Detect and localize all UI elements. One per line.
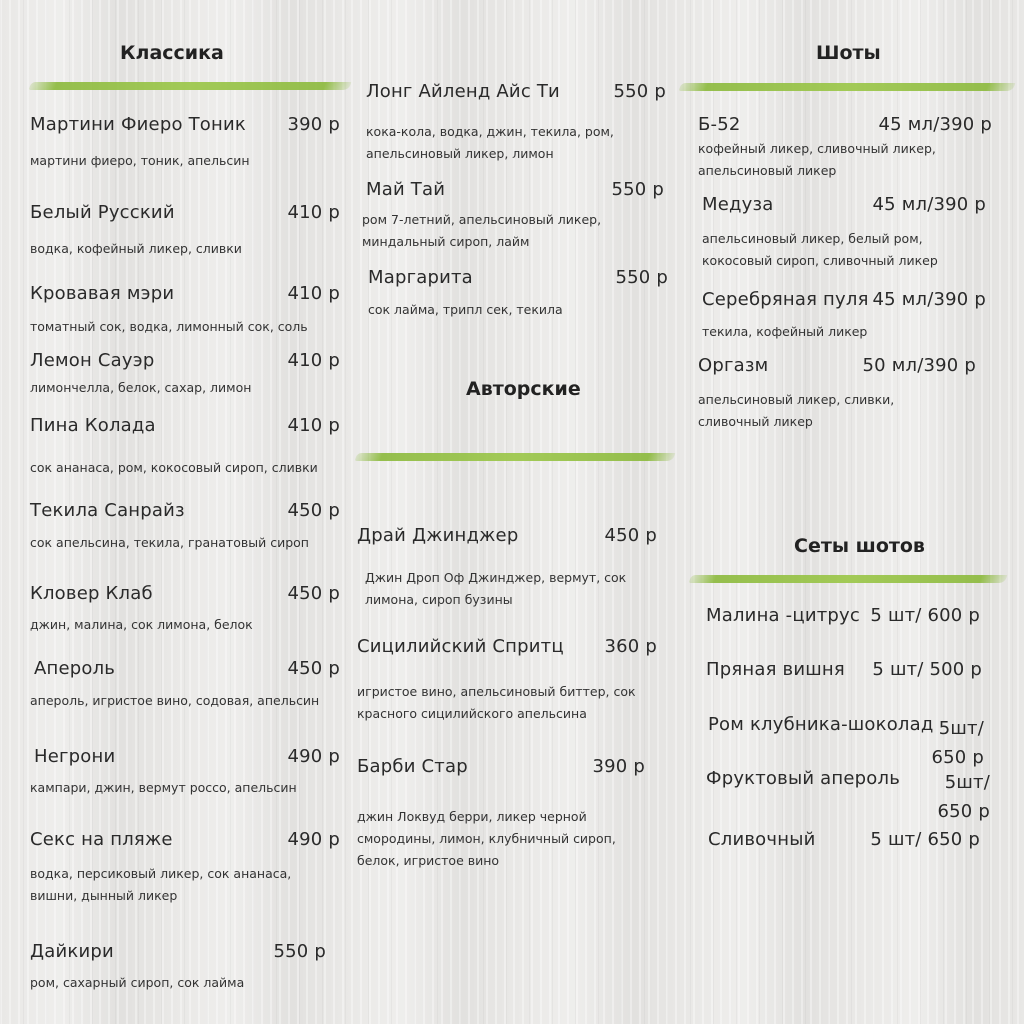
item-description: кампари, джин, вермут россо, апельсин xyxy=(30,780,297,795)
item-price: 50 мл/390 р xyxy=(862,355,976,376)
item-name: Маргарита xyxy=(368,267,473,288)
item-description: ром, сахарный сироп, сок лайма xyxy=(30,975,245,990)
item-description: апероль, игристое вино, содовая, апельсин xyxy=(30,693,320,708)
item-name: Секс на пляже xyxy=(30,829,173,850)
item-description: Джин Дроп Оф Джинджер, вермут, сок лимона, сироп бузины xyxy=(365,570,627,607)
item-price: 490 р xyxy=(287,829,340,850)
section-title-author: Авторские xyxy=(466,378,581,400)
item-description: джин Локвуд берри, ликер черной смородины, лимон, клубничный сироп, белок, игристое вино xyxy=(357,809,616,868)
item-description: лимончелла, белок, сахар, лимон xyxy=(30,380,252,395)
item-price: 45 мл/390 р xyxy=(878,114,992,135)
item-name: Сицилийский Спритц xyxy=(357,636,564,657)
item-price: 5 шт/ 600 р xyxy=(870,605,980,626)
item-price: 550 р xyxy=(273,941,326,962)
item-name: Фруктовый апероль xyxy=(706,768,901,789)
heading-underline-author xyxy=(355,453,676,461)
item-price: 550 р xyxy=(613,81,666,102)
item-price: 450 р xyxy=(287,583,340,604)
item-price-line: 5шт/ xyxy=(944,772,990,793)
item-description: сок ананаса, ром, кокосовый сироп, сливки xyxy=(30,460,318,475)
item-price: 410 р xyxy=(287,350,340,371)
item-description: игристое вино, апельсиновый биттер, сок красного сицилийского апельсина xyxy=(357,684,636,721)
item-name: Кловер Клаб xyxy=(30,583,153,604)
item-description: томатный сок, водка, лимонный сок, соль xyxy=(30,319,308,334)
item-price: 5 шт/ 650 р xyxy=(870,829,980,850)
item-name: Серебряная пуля xyxy=(702,289,869,310)
item-price: 45 мл/390 р xyxy=(872,289,986,310)
item-name: Сливочный xyxy=(708,829,816,850)
item-price: 360 р xyxy=(604,636,657,657)
item-name: Барби Стар xyxy=(357,756,468,777)
item-name: Пина Колада xyxy=(30,415,156,436)
item-name: Оргазм xyxy=(698,355,769,376)
item-description: кофейный ликер, сливочный ликер, апельсиновый ликер xyxy=(698,141,936,178)
item-name: Май Тай xyxy=(366,179,446,200)
item-description: текила, кофейный ликер xyxy=(702,324,868,339)
item-price xyxy=(937,768,990,826)
item-price: 5 шт/ 500 р xyxy=(872,659,982,680)
item-name: Медуза xyxy=(702,194,774,215)
item-name: Драй Джинджер xyxy=(357,525,519,546)
item-name: Пряная вишня xyxy=(706,659,845,680)
item-name: Белый Русский xyxy=(30,202,175,223)
item-price: 45 мл/390 р xyxy=(872,194,986,215)
item-price: 410 р xyxy=(287,202,340,223)
item-name: Б-52 xyxy=(698,114,741,135)
item-price: 390 р xyxy=(592,756,645,777)
section-title-shots: Шоты xyxy=(816,42,881,64)
item-description: джин, малина, сок лимона, белок xyxy=(30,617,253,632)
item-name: Дайкири xyxy=(30,941,114,962)
item-name: Лонг Айленд Айс Ти xyxy=(366,81,560,102)
item-price: 450 р xyxy=(287,658,340,679)
item-price: 550 р xyxy=(615,267,668,288)
item-description: апельсиновый ликер, сливки, сливочный ликер xyxy=(698,392,895,429)
item-description: водка, кофейный ликер, сливки xyxy=(30,241,242,256)
heading-underline-shot-sets xyxy=(689,575,1008,583)
section-title-shot-sets: Сеты шотов xyxy=(794,535,925,557)
item-price: 450 р xyxy=(287,500,340,521)
heading-underline-shots xyxy=(679,83,1016,91)
item-price-line: 650 р xyxy=(931,747,984,768)
item-price-line: 5шт/ xyxy=(938,718,984,739)
item-name: Кровавая мэри xyxy=(30,283,175,304)
section-title-classic: Классика xyxy=(120,42,224,64)
item-name: Малина -цитрус xyxy=(706,605,860,626)
item-price: 410 р xyxy=(287,283,340,304)
item-price: 390 р xyxy=(287,114,340,135)
item-description: сок лайма, трипл сек, текила xyxy=(368,302,563,317)
item-price: 450 р xyxy=(604,525,657,546)
heading-underline-classic xyxy=(29,82,352,90)
item-name: Лемон Сауэр xyxy=(30,350,155,371)
item-name: Текила Санрайз xyxy=(30,500,185,521)
item-name: Ром клубника-шоколад xyxy=(708,714,934,735)
set-item xyxy=(708,714,984,774)
set-item xyxy=(706,768,990,828)
item-name: Апероль xyxy=(34,658,116,679)
item-price: 490 р xyxy=(287,746,340,767)
item-description: апельсиновый ликер, белый ром, кокосовый сироп, сливочный ликер xyxy=(702,231,938,268)
item-name: Мартини Фиеро Тоник xyxy=(30,114,246,135)
item-price-line: 650 р xyxy=(937,801,990,822)
item-price: 550 р xyxy=(611,179,664,200)
item-description: кока-кола, водка, джин, текила, ром, апельсиновый ликер, лимон xyxy=(366,124,614,161)
item-price: 410 р xyxy=(287,415,340,436)
item-name: Негрони xyxy=(34,746,116,767)
item-description: мартини фиеро, тоник, апельсин xyxy=(30,153,250,168)
item-description: сок апельсина, текила, гранатовый сироп xyxy=(30,535,309,550)
item-description: водка, персиковый ликер, сок ананаса, вишни, дынный ликер xyxy=(30,866,292,903)
item-price xyxy=(931,714,984,772)
item-description: ром 7-летний, апельсиновый ликер, миндальный сироп, лайм xyxy=(362,212,602,249)
